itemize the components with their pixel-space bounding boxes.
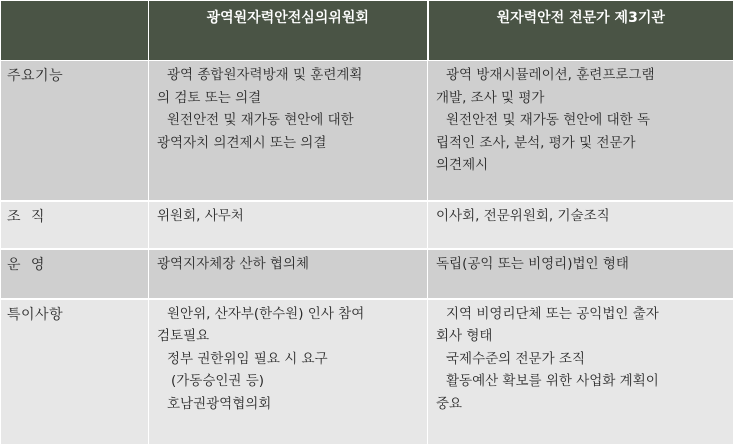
cell-committee-functions (149, 61, 428, 201)
cell-line: 중요 (436, 395, 463, 412)
cell-line: 원안위, 산자부(한수원) 인사 참여 (167, 305, 365, 322)
table-row-main-functions (1, 61, 733, 201)
cell-line: (가동승인권 등) (171, 373, 265, 389)
cell-line: 광역자치 의견제시 또는 의결 (157, 134, 327, 151)
cell-line: 호남권광역협의회 (167, 395, 272, 412)
cell-line: 의 검토 또는 의결 (157, 89, 262, 106)
table-row-organization (1, 201, 733, 249)
header-row (1, 1, 733, 61)
cell-line: 원전안전 및 재가동 현안에 대한 독 (446, 112, 651, 128)
header-regional-committee: 광역원자력안전심의위원회 (149, 1, 428, 61)
row-label-main-functions: 주요기능 (1, 61, 149, 201)
header-third-party-institute: 원자력안전 전문가 제3기관 (428, 1, 733, 61)
cell-committee-organization (149, 201, 428, 249)
cell-line: 위원회, 사무처 (157, 207, 244, 224)
cell-line: 독립(공익 또는 비영리)법인 형태 (436, 255, 629, 272)
cell-institute-organization (428, 201, 733, 249)
cell-institute-operation (428, 249, 733, 299)
row-label-special-notes: 특이사항 (1, 299, 149, 445)
cell-institute-functions (428, 61, 733, 201)
cell-line: 의견제시 (436, 157, 489, 173)
cell-line: 이사회, 전문위원회, 기술조직 (436, 207, 610, 224)
cell-line: 회사 형태 (436, 328, 493, 344)
cell-institute-notes (428, 299, 733, 445)
cell-line: 광역 방재시뮬레이션, 훈련프로그램 (446, 67, 655, 83)
cell-line: 개발, 조사 및 평가 (436, 89, 545, 106)
cell-line: 활동예산 확보를 위한 사업화 계획이 (446, 373, 659, 389)
header-corner (1, 1, 149, 61)
row-label-operation: 운 영 (1, 249, 149, 299)
table-row-operation (1, 249, 733, 299)
row-label-organization: 조 직 (1, 201, 149, 249)
cell-line: 광역지자체장 산하 협의체 (157, 255, 310, 272)
cell-line: 국제수준의 전문가 조직 (446, 350, 585, 367)
cell-line: 검토필요 (157, 328, 210, 344)
cell-committee-operation (149, 249, 428, 299)
cell-line: 원전안전 및 재가동 현안에 대한 (167, 112, 354, 128)
table-row-special-notes (1, 299, 733, 445)
cell-line: 정부 권한위임 필요 시 요구 (167, 350, 328, 367)
cell-line: 광역 종합원자력방재 및 훈련계획 (167, 67, 363, 83)
cell-line: 립적인 조사, 분석, 평가 및 전문가 (436, 134, 636, 151)
cell-line: 지역 비영리단체 또는 공익법인 출자 (446, 305, 659, 322)
cell-committee-notes (149, 299, 428, 445)
